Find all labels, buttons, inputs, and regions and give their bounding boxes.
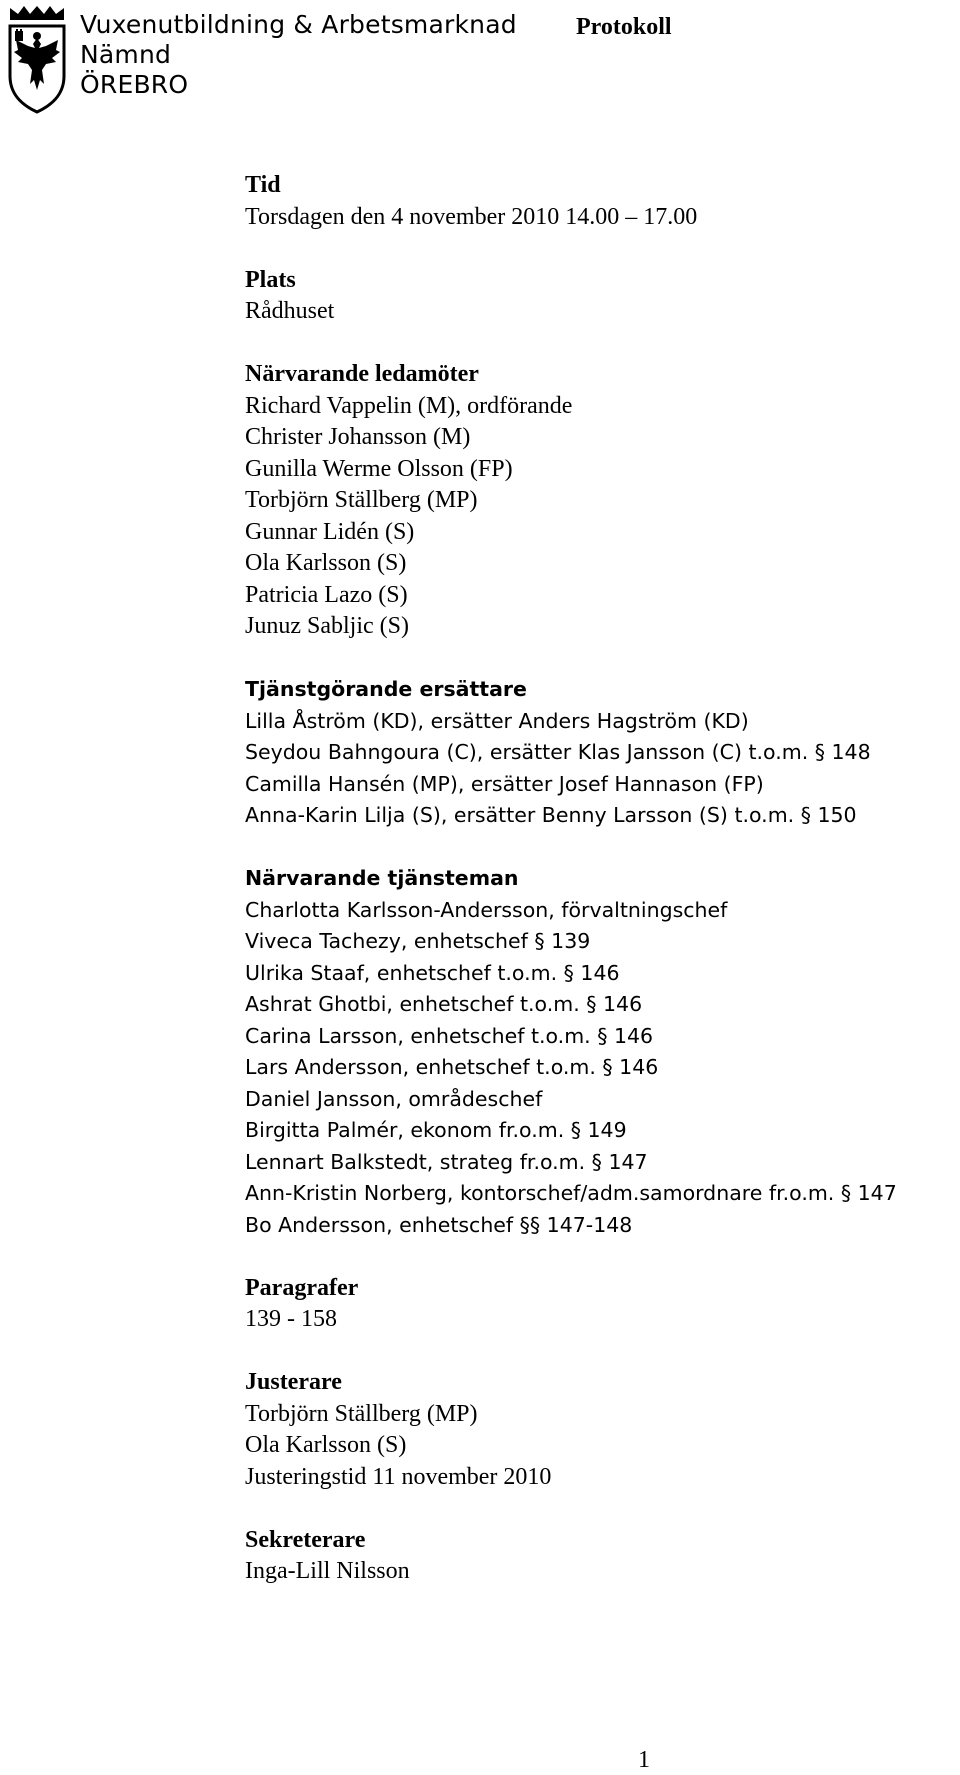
- org-name-line-1: Vuxenutbildning & Arbetsmarknad: [80, 10, 517, 39]
- protocol-body: [245, 170, 945, 1619]
- section-plats: [245, 265, 945, 328]
- page-number: 1: [638, 1747, 650, 1773]
- section-paragrafer: [245, 1273, 945, 1336]
- official-line: Viveca Tachezy, enhetschef § 139: [245, 929, 591, 953]
- member-line: Ola Karlsson (S): [245, 550, 407, 576]
- official-line: Ashrat Ghotbi, enhetschef t.o.m. § 146: [245, 992, 643, 1016]
- official-line: Lars Andersson, enhetschef t.o.m. § 146: [245, 1055, 659, 1079]
- official-line: Bo Andersson, enhetschef §§ 147-148: [245, 1212, 633, 1237]
- section-heading: Plats: [245, 266, 296, 293]
- section-line: Torbjörn Ställberg (MP): [245, 1400, 478, 1427]
- section-heading: Närvarande tjänsteman: [245, 866, 519, 890]
- section-heading: Paragrafer: [245, 1274, 359, 1301]
- official-line: Birgitta Palmér, ekonom fr.o.m. § 149: [245, 1118, 627, 1142]
- section-line: 139 - 158: [245, 1306, 337, 1332]
- document-header: [0, 0, 960, 120]
- member-line: Junuz Sabljic (S): [245, 613, 409, 639]
- section-line: Inga-Lill Nilsson: [245, 1558, 410, 1584]
- official-line: Carina Larsson, enhetschef t.o.m. § 146: [245, 1023, 654, 1048]
- section-heading: Sekreterare: [245, 1526, 366, 1553]
- member-line: Gunilla Werme Olsson (FP): [245, 455, 513, 482]
- member-line: Christer Johansson (M): [245, 424, 471, 450]
- section-line: Justeringstid 11 november 2010: [245, 1463, 552, 1490]
- section-narvarande-tjansteman: [245, 863, 945, 1241]
- section-line: Ola Karlsson (S): [245, 1432, 407, 1458]
- section-heading: Tjänstgörande ersättare: [245, 677, 527, 701]
- substitute-line: Seydou Bahngoura (C), ersätter Klas Jansson (C) t.o.m. § 148: [245, 740, 871, 764]
- substitute-line: Camilla Hansén (MP), ersätter Josef Hannason (FP): [245, 771, 764, 796]
- member-line: Patricia Lazo (S): [245, 581, 408, 608]
- official-line: Ulrika Staaf, enhetschef t.o.m. § 146: [245, 960, 620, 985]
- substitute-line: Anna-Karin Lilja (S), ersätter Benny Larsson (S) t.o.m. § 150: [245, 803, 857, 827]
- official-line: Ann-Kristin Norberg, kontorschef/adm.samordnare fr.o.m. § 147: [245, 1181, 897, 1205]
- org-name-line-2: Nämnd: [80, 40, 172, 69]
- document-type-title: Protokoll: [576, 14, 672, 40]
- section-line: Rådhuset: [245, 298, 335, 324]
- orebro-coat-of-arms-logo: [6, 4, 68, 114]
- section-narvarande-ledamoter: [245, 359, 945, 643]
- member-line: Torbjörn Ställberg (MP): [245, 487, 478, 513]
- section-line: Torsdagen den 4 november 2010 14.00 – 17.00: [245, 203, 698, 230]
- member-line: Gunnar Lidén (S): [245, 518, 415, 545]
- org-name-line-3: ÖREBRO: [80, 70, 189, 99]
- section-heading: Justerare: [245, 1369, 342, 1395]
- section-heading: Tid: [245, 172, 281, 198]
- official-line: Charlotta Karlsson-Andersson, förvaltningschef: [245, 897, 728, 922]
- section-sekreterare: [245, 1525, 945, 1588]
- section-tid: [245, 170, 945, 233]
- official-line: Daniel Jansson, områdeschef: [245, 1086, 543, 1111]
- section-tjanstgorande-ersattare: [245, 674, 945, 832]
- member-line: Richard Vappelin (M), ordförande: [245, 392, 573, 419]
- organization-name: [80, 10, 517, 100]
- official-line: Lennart Balkstedt, strateg fr.o.m. § 147: [245, 1149, 648, 1174]
- section-heading: Närvarande ledamöter: [245, 361, 479, 387]
- substitute-line: Lilla Åström (KD), ersätter Anders Hagström (KD): [245, 708, 749, 733]
- section-justerare: [245, 1367, 945, 1493]
